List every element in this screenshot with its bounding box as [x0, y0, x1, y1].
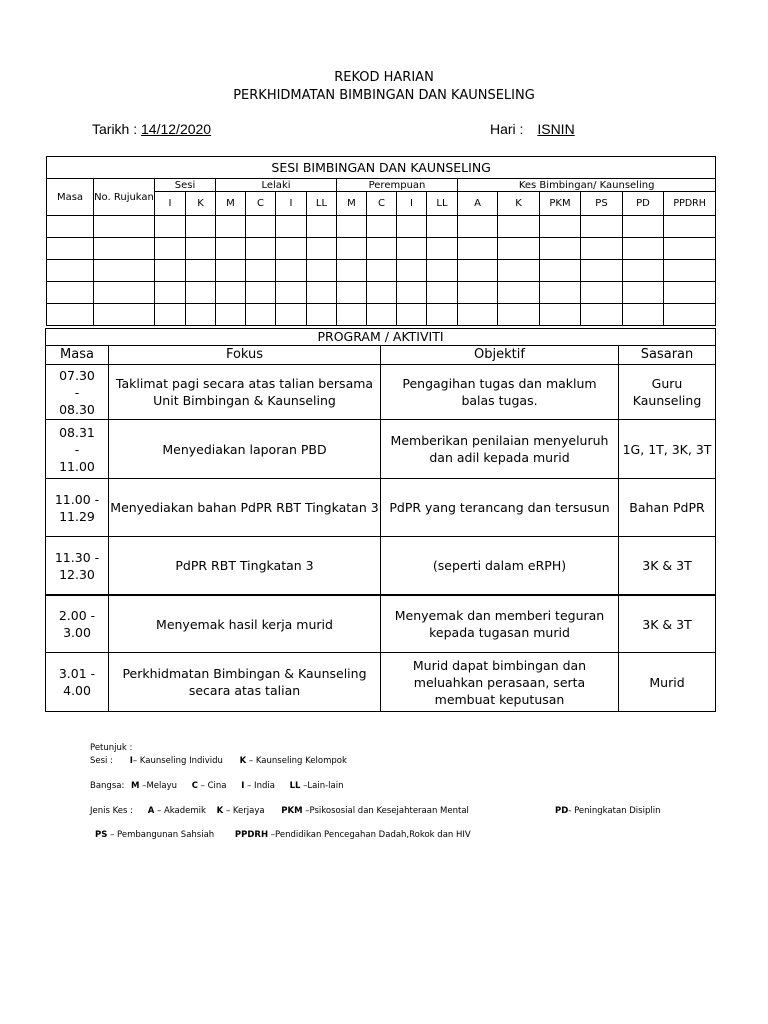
legend-bangsa-label: Bangsa:: [90, 781, 125, 791]
tarikh-label: Tarikh :: [92, 121, 138, 137]
masa-cell: 11.00 - 11.29: [46, 479, 109, 537]
masa-start: 08.31: [59, 424, 95, 440]
empty-cell[interactable]: [623, 304, 664, 326]
empty-cell[interactable]: [623, 216, 664, 238]
table-row: [46, 479, 716, 537]
masa-start: 07.30: [59, 367, 95, 383]
empty-cell[interactable]: [337, 216, 367, 238]
legend-value: –Lain-lain: [303, 781, 344, 791]
legend-value: – Kaunseling Individu: [132, 756, 223, 766]
sub-header: PD: [623, 192, 664, 216]
fokus-cell: Taklimat pagi secara atas talian bersama Unit Bimbingan & Kaunseling: [109, 365, 381, 420]
masa-sep: -: [74, 384, 80, 400]
sub-header: C: [246, 192, 276, 216]
sesi-rujukan-header: No. Rujukan: [94, 179, 155, 216]
masa-cell: 3.01 - 4.00: [46, 653, 109, 712]
sesi-group-perempuan: Perempuan: [337, 179, 458, 192]
empty-row: [47, 282, 716, 304]
sub-header: I: [397, 192, 427, 216]
empty-cell[interactable]: [246, 282, 276, 304]
empty-cell[interactable]: [276, 304, 307, 326]
empty-cell[interactable]: [337, 238, 367, 260]
empty-cell[interactable]: [367, 216, 397, 238]
legend-value: - Peningkatan Disiplin: [568, 806, 661, 816]
empty-cell[interactable]: [623, 282, 664, 304]
empty-cell[interactable]: [246, 304, 276, 326]
empty-cell[interactable]: [397, 260, 427, 282]
empty-row: [47, 238, 716, 260]
table-row: [46, 595, 716, 653]
empty-cell[interactable]: [47, 216, 94, 238]
empty-cell[interactable]: [581, 282, 623, 304]
empty-cell[interactable]: [186, 304, 216, 326]
sub-header: LL: [307, 192, 337, 216]
empty-cell[interactable]: [47, 260, 94, 282]
sesi-table: [46, 156, 716, 326]
sub-header: PKM: [540, 192, 581, 216]
empty-row: [47, 260, 716, 282]
sub-header: K: [498, 192, 540, 216]
legend-value: – Cina: [200, 781, 227, 791]
objektif-cell: Memberikan penilaian menyeluruh dan adil kepada murid: [381, 420, 619, 479]
masa-end: 11.00: [59, 458, 95, 474]
empty-cell[interactable]: [155, 238, 186, 260]
table-row: [46, 653, 716, 712]
empty-cell[interactable]: [458, 238, 498, 260]
hari-label: Hari :: [490, 121, 524, 137]
empty-cell[interactable]: [47, 282, 94, 304]
fokus-cell: PdPR RBT Tingkatan 3: [109, 537, 381, 596]
objektif-cell: Menyemak dan memberi teguran kepada tugasan murid: [381, 595, 619, 653]
masa-end: 08.30: [59, 401, 95, 417]
empty-cell[interactable]: [186, 260, 216, 282]
empty-cell[interactable]: [664, 260, 716, 282]
legend-pd: [555, 806, 660, 816]
empty-cell[interactable]: [307, 282, 337, 304]
empty-cell[interactable]: [498, 304, 540, 326]
objektif-cell: (seperti dalam eRPH): [381, 537, 619, 596]
empty-cell[interactable]: [581, 216, 623, 238]
empty-cell[interactable]: [581, 304, 623, 326]
empty-cell[interactable]: [216, 216, 246, 238]
empty-cell[interactable]: [367, 282, 397, 304]
empty-cell[interactable]: [458, 304, 498, 326]
legend-value: –Pendidikan Pencegahan Dadah,Rokok dan HIV: [270, 830, 471, 840]
empty-cell[interactable]: [186, 282, 216, 304]
legend-value: –Melayu: [142, 781, 178, 791]
empty-cell[interactable]: [337, 260, 367, 282]
sasaran-cell: 3K & 3T: [619, 537, 716, 596]
empty-cell[interactable]: [397, 216, 427, 238]
empty-cell[interactable]: [47, 304, 94, 326]
empty-cell[interactable]: [427, 216, 458, 238]
objektif-cell: Murid dapat bimbingan dan meluahkan perasaan, serta membuat keputusan: [381, 653, 619, 712]
empty-cell[interactable]: [337, 282, 367, 304]
empty-cell[interactable]: [427, 304, 458, 326]
empty-cell[interactable]: [367, 238, 397, 260]
sub-header: M: [216, 192, 246, 216]
masa-cell: [46, 365, 109, 420]
sesi-group-lelaki: Lelaki: [216, 179, 337, 192]
sub-header: LL: [427, 192, 458, 216]
empty-cell[interactable]: [427, 238, 458, 260]
legend-key: PPDRH: [234, 830, 269, 840]
sasaran-cell: 3K & 3T: [619, 595, 716, 653]
fokus-cell: Menyediakan bahan PdPR RBT Tingkatan 3: [109, 479, 381, 537]
sasaran-header: Sasaran: [619, 346, 716, 365]
sub-header: I: [276, 192, 307, 216]
empty-cell[interactable]: [47, 238, 94, 260]
table-row: [46, 420, 716, 479]
empty-cell[interactable]: [94, 216, 155, 238]
legend-key: PS: [95, 830, 108, 840]
sub-header: PS: [581, 192, 623, 216]
empty-cell[interactable]: [186, 238, 216, 260]
program-table: [45, 328, 716, 712]
sasaran-cell: Bahan PdPR: [619, 479, 716, 537]
hari-value: ISNIN: [537, 121, 575, 137]
empty-cell[interactable]: [216, 282, 246, 304]
empty-cell[interactable]: [498, 216, 540, 238]
sesi-title: SESI BIMBINGAN DAN KAUNSELING: [47, 157, 716, 179]
empty-cell[interactable]: [397, 282, 427, 304]
objektif-header: Objektif: [381, 346, 619, 365]
empty-cell[interactable]: [276, 216, 307, 238]
empty-cell[interactable]: [664, 304, 716, 326]
empty-cell[interactable]: [307, 238, 337, 260]
legend-key: K: [239, 756, 247, 766]
empty-cell[interactable]: [498, 282, 540, 304]
tarikh-value: 14/12/2020: [141, 121, 212, 137]
legend-value: –Psikososial dan Kesejahteraan Mental: [305, 806, 469, 816]
empty-cell[interactable]: [94, 260, 155, 282]
empty-cell[interactable]: [458, 282, 498, 304]
empty-cell[interactable]: [498, 260, 540, 282]
fokus-header: Fokus: [109, 346, 381, 365]
fokus-cell: Perkhidmatan Bimbingan & Kaunseling secara atas talian: [109, 653, 381, 712]
legend-key: PKM: [281, 806, 303, 816]
empty-cell[interactable]: [246, 238, 276, 260]
empty-cell[interactable]: [216, 238, 246, 260]
tarikh-field: [92, 121, 211, 137]
empty-cell[interactable]: [155, 216, 186, 238]
empty-cell[interactable]: [307, 216, 337, 238]
page-title: REKOD HARIAN: [334, 70, 434, 85]
masa-header: Masa: [46, 346, 109, 365]
legend-key: C: [191, 781, 198, 791]
empty-cell[interactable]: [276, 260, 307, 282]
empty-cell[interactable]: [623, 260, 664, 282]
sub-header: PPDRH: [664, 192, 716, 216]
empty-cell[interactable]: [276, 282, 307, 304]
empty-cell[interactable]: [664, 238, 716, 260]
legend-value: – India: [247, 781, 275, 791]
legend-key: PD: [555, 806, 569, 816]
empty-cell[interactable]: [276, 238, 307, 260]
legend-key: LL: [289, 781, 301, 791]
empty-cell[interactable]: [94, 282, 155, 304]
legend-value: – Kaunseling Kelompok: [248, 756, 347, 766]
hari-field: [490, 121, 575, 137]
table-row: [46, 365, 716, 420]
empty-cell[interactable]: [458, 216, 498, 238]
empty-cell[interactable]: [581, 260, 623, 282]
empty-cell[interactable]: [307, 304, 337, 326]
empty-cell[interactable]: [540, 260, 581, 282]
empty-cell[interactable]: [427, 260, 458, 282]
masa-sep: -: [74, 441, 80, 457]
objektif-cell: Pengagihan tugas dan maklum balas tugas.: [381, 365, 619, 420]
legend-key: M: [131, 781, 140, 791]
sub-header: A: [458, 192, 498, 216]
legend-key: A: [147, 806, 155, 816]
sesi-group-sesi: Sesi: [155, 179, 216, 192]
empty-cell[interactable]: [367, 304, 397, 326]
masa-cell: 11.30 - 12.30: [46, 537, 109, 596]
legend-value: – Akademik: [157, 806, 206, 816]
empty-cell[interactable]: [498, 238, 540, 260]
empty-cell[interactable]: [397, 304, 427, 326]
legend-ps-ppdrh: [95, 830, 471, 840]
empty-cell[interactable]: [307, 260, 337, 282]
legend-jenis-label: Jenis Kes :: [90, 806, 133, 816]
empty-cell[interactable]: [458, 260, 498, 282]
empty-cell[interactable]: [664, 282, 716, 304]
fokus-cell: Menyemak hasil kerja murid: [109, 595, 381, 653]
objektif-cell: PdPR yang terancang dan tersusun: [381, 479, 619, 537]
sasaran-cell: Murid: [619, 653, 716, 712]
table-row: [46, 537, 716, 596]
sasaran-cell: Guru Kaunseling: [619, 365, 716, 420]
empty-cell[interactable]: [186, 216, 216, 238]
empty-cell[interactable]: [246, 216, 276, 238]
masa-cell: 2.00 - 3.00: [46, 595, 109, 653]
empty-cell[interactable]: [540, 216, 581, 238]
empty-cell[interactable]: [367, 260, 397, 282]
empty-cell[interactable]: [540, 238, 581, 260]
sub-header: I: [155, 192, 186, 216]
legend-sesi: [90, 756, 347, 766]
empty-cell[interactable]: [397, 238, 427, 260]
empty-cell[interactable]: [94, 238, 155, 260]
page-subtitle: PERKHIDMATAN BIMBINGAN DAN KAUNSELING: [233, 88, 535, 103]
sesi-masa-header: Masa: [47, 179, 94, 216]
legend-value: – Kerjaya: [225, 806, 265, 816]
legend-key: I: [241, 781, 245, 791]
sub-header: M: [337, 192, 367, 216]
empty-row: [47, 216, 716, 238]
empty-cell[interactable]: [216, 260, 246, 282]
masa-cell: [46, 420, 109, 479]
sesi-group-kes: Kes Bimbingan/ Kaunseling: [458, 179, 716, 192]
sub-header: K: [186, 192, 216, 216]
empty-cell[interactable]: [94, 304, 155, 326]
empty-cell[interactable]: [155, 260, 186, 282]
empty-cell[interactable]: [664, 216, 716, 238]
legend-bangsa: [90, 781, 344, 791]
legend-key: K: [216, 806, 224, 816]
legend-value: – Pembangunan Sahsiah: [110, 830, 215, 840]
empty-cell[interactable]: [155, 282, 186, 304]
legend-sesi-label: Sesi :: [90, 756, 113, 766]
empty-cell[interactable]: [540, 282, 581, 304]
fokus-cell: Menyediakan laporan PBD: [109, 420, 381, 479]
empty-cell[interactable]: [246, 260, 276, 282]
legend-key: I: [129, 756, 133, 766]
sub-header: C: [367, 192, 397, 216]
empty-row: [47, 304, 716, 326]
empty-cell[interactable]: [623, 238, 664, 260]
legend-jenis-kes: [90, 806, 469, 816]
empty-cell[interactable]: [216, 304, 246, 326]
sasaran-cell: 1G, 1T, 3K, 3T: [619, 420, 716, 479]
legend-petunjuk: Petunjuk :: [90, 743, 133, 753]
empty-cell[interactable]: [337, 304, 367, 326]
empty-cell[interactable]: [540, 304, 581, 326]
empty-cell[interactable]: [155, 304, 186, 326]
program-title: PROGRAM / AKTIVITI: [46, 329, 716, 346]
empty-cell[interactable]: [427, 282, 458, 304]
empty-cell[interactable]: [581, 238, 623, 260]
